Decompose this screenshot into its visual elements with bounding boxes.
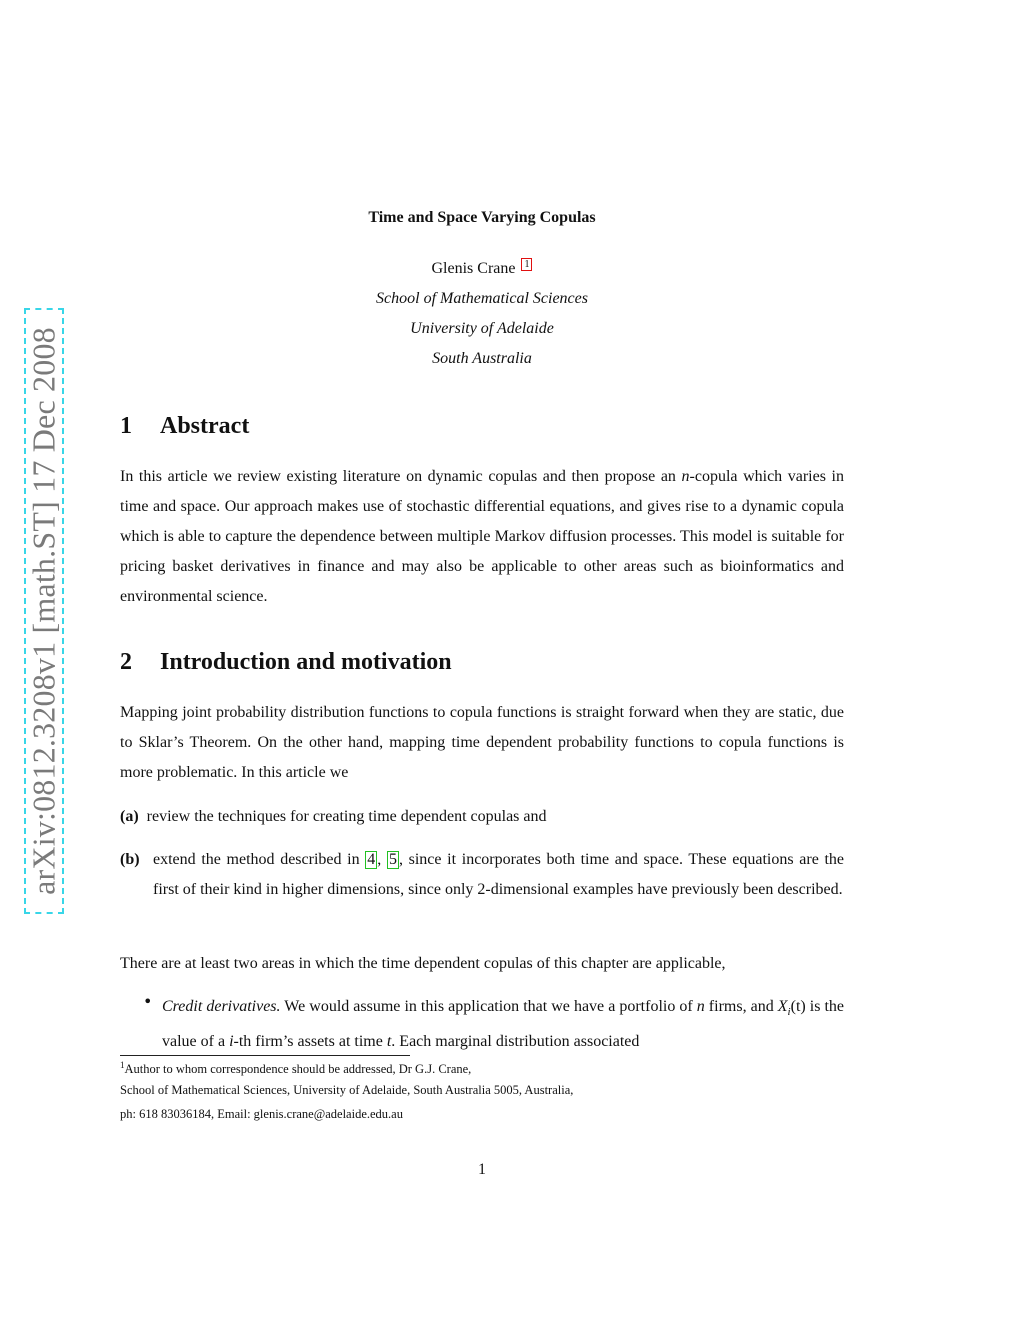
arxiv-stamp[interactable] xyxy=(24,308,64,914)
abstract-paragraph: In this article we review existing literature on dynamic copulas and then propose an n-copula which varies in time and space. Our approach makes use of stochastic differential equations, and gives rise to a dynamic copula which is able to capture the dependence between multiple Markov diffusion processes. This model is suitable for pricing basket derivatives in finance and may also be applicable to other areas such as bioinformatics and environmental science. xyxy=(120,468,844,605)
author-footnote-link[interactable]: 1 xyxy=(521,258,532,271)
author-line xyxy=(0,258,964,278)
bullet-icon: • xyxy=(143,992,153,1011)
affiliation-university: University of Adelaide xyxy=(410,320,554,337)
section-number: 1 xyxy=(120,413,132,439)
citation-link[interactable]: 5 xyxy=(388,851,397,868)
footnote-line-3: ph: 618 83036184, Email: glenis.crane@adelaide.edu.au xyxy=(120,1107,403,1121)
affiliation-school: School of Mathematical Sciences xyxy=(376,290,588,307)
affiliation-region: South Australia xyxy=(432,350,532,367)
section-heading-introduction xyxy=(120,649,452,676)
item-text: review the techniques for creating time dependent copulas and xyxy=(146,808,547,825)
author-name: Glenis Crane xyxy=(431,260,516,277)
footnote-divider xyxy=(120,1055,410,1056)
section-number: 2 xyxy=(120,649,132,675)
applicability-paragraph: There are at least two areas in which the time dependent copulas of this chapter are applicable, xyxy=(120,955,726,972)
arxiv-id: arXiv:0812.3208v1 [math.ST] 17 Dec 2008 xyxy=(25,327,62,895)
item-label: (a) xyxy=(120,808,139,825)
footnote-line-1: $^1$Author to whom correspondence should be addressed, Dr G.J. Crane, xyxy=(120,1060,472,1077)
page-number: 1 xyxy=(478,1161,486,1178)
list-item-b: (b) extend the method described in 4 , 5 , since it incorporates both time and space. These equations are the first of their kind in higher dimensions, since only 2-dimensional examples have previously been described. xyxy=(120,845,844,905)
paper-title: Time and Space Varying Copulas xyxy=(368,209,596,226)
citation-link[interactable]: 4 xyxy=(367,851,376,868)
list-item-a xyxy=(120,802,844,832)
bullet-item-credit-derivatives: Credit derivatives. We would assume in this application that we have a portfolio of n firms, and $X_i(t)$ is the value of a i-th firm’s assets at time t. Each marginal distribution associated xyxy=(162,998,845,1051)
section-title: Introduction and motivation xyxy=(160,649,452,675)
intro-paragraph: Mapping joint probability distribution functions to copula functions is straight forward when they are static, due to Sklar’s Theorem. On the other hand, mapping time dependent probability functions to copula functions is more problematic. In this article we xyxy=(120,704,844,781)
section-heading-abstract xyxy=(120,413,249,440)
section-title: Abstract xyxy=(160,413,250,439)
item-label: (b) xyxy=(120,851,140,868)
footnote-line-2: School of Mathematical Sciences, University of Adelaide, South Australia 5005, Australia, xyxy=(120,1083,574,1097)
